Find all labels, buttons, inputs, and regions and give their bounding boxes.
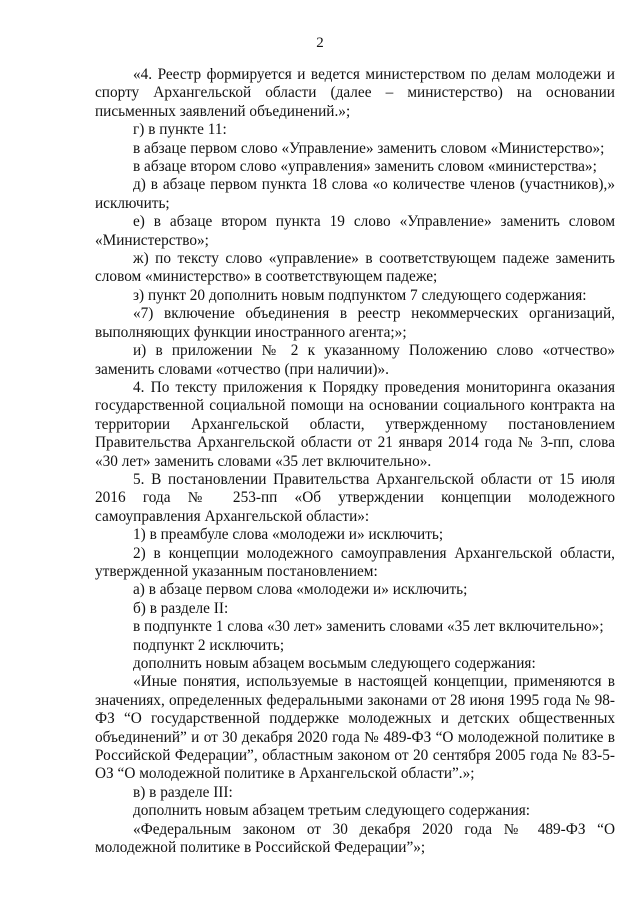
paragraph-item-z: з) пункт 20 дополнить новым подпунктом 7 следующего содержания: — [133, 286, 587, 304]
paragraph-subitem-7: «7) включение объединения в реестр некоммерческих организаций, выполняющих функции иностранного агента;»; — [95, 305, 615, 341]
page-number: 2 — [316, 35, 324, 51]
paragraph-federal-law: «Федеральным законом от 30 декабря 2020 года № 489-ФЗ “О молодежной политике в Российской Федерации”»; — [95, 820, 615, 857]
paragraph-item-zh: ж) по тексту слово «управление» в соответствующем падеже заменить словом «министерство» в соответствующем падеже; — [95, 250, 615, 286]
document-body — [95, 66, 615, 857]
paragraph-section-5: 5. В постановлении Правительства Архангельской области от 15 июля 2016 года № 253-пп «Об утверждении концепции молодежного самоуправления Архангельской области»: — [95, 470, 615, 525]
paragraph-first-abzac: в абзаце первом слово «Управление» заменить словом «Министерство»; — [133, 139, 605, 157]
paragraph-section-4: 4. По тексту приложения к Порядку проведения мониторинга оказания государственной социальной помощи на основании социального контракта на территории Архангельской области, утвержденному постановлением Правительства Архангельской области от 21 января 2014 года № 3-пп, слова «30 лет» заменить словами «35 лет включительно». — [95, 378, 615, 470]
paragraph-item-a: а) в абзаце первом слова «молодежи и» исключить; — [133, 581, 468, 599]
paragraph-add-abzac-3: дополнить новым абзацем третьим следующего содержания: — [133, 802, 530, 820]
paragraph-item-g: г) в пункте 11: — [133, 121, 227, 139]
paragraph-add-abzac-8: дополнить новым абзацем восьмым следующего содержания: — [133, 655, 536, 672]
paragraph-subpoint-1: в подпункте 1 слова «30 лет» заменить словами «35 лет включительно»; — [133, 618, 604, 636]
paragraph-item-b: б) в разделе II: — [133, 599, 229, 617]
paragraph-item-1: 1) в преамбуле слова «молодежи и» исключить; — [133, 526, 444, 544]
paragraph-item-v: в) в разделе III: — [133, 783, 233, 801]
paragraph-item-e: е) в абзаце втором пункта 19 слово «Управление» заменить словом «Министерство»; — [95, 213, 615, 249]
paragraph-item-d: д) в абзаце первом пункта 18 слова «о количестве членов (участников),» исключить; — [95, 176, 615, 212]
paragraph-subpoint-2: подпункт 2 исключить; — [133, 636, 285, 654]
paragraph-second-abzac: в абзаце втором слово «управления» заменить словом «министерства»; — [133, 158, 597, 176]
paragraph-item-i: и) в приложении № 2 к указанному Положению слово «отчество» заменить словами «отчество (при наличии)». — [95, 342, 615, 378]
paragraph-item-2: 2) в концепции молодежного самоуправления Архангельской области, утвержденной указанным постановлением: — [95, 544, 615, 580]
paragraph-other-concepts: «Иные понятия, используемые в настоящей концепции, применяются в значениях, определенных федеральными законами от 28 июня 1995 года № 98-ФЗ “О государственной поддержке молодежных и детских общественных объединений” и от 30 декабря 2020 года № 489-ФЗ “О молодежной политике в Российской Федерации”, областным законом от 20 сентября 2005 года № 83-5-ОЗ “О молодежной политике в Архангельской области”.»; — [95, 673, 615, 783]
paragraph-registry: «4. Реестр формируется и ведется министерством по делам молодежи и спорту Архангельской области (далее – министерство) на основании письменных заявлений объединений.»; — [95, 66, 615, 120]
